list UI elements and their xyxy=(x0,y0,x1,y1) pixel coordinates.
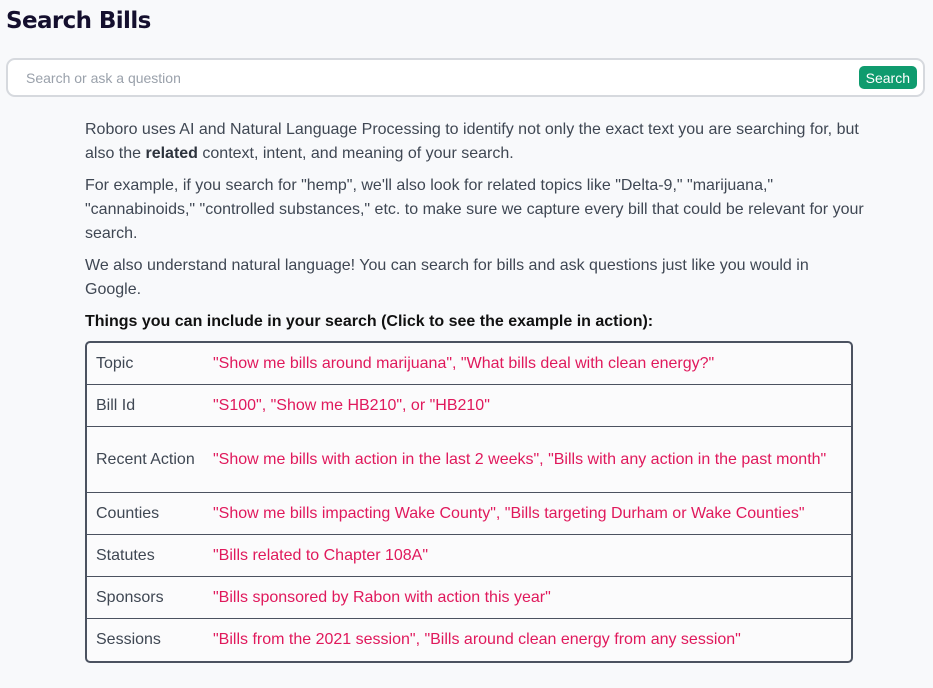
examples-table xyxy=(85,341,853,663)
search-button[interactable]: Search xyxy=(859,66,917,89)
example-label: Statutes xyxy=(96,546,155,564)
examples-heading: Things you can include in your search (Click to see the example in action): xyxy=(85,313,654,330)
example-link-sessions[interactable]: "Bills from the 2021 session", "Bills around clean energy from any session" xyxy=(213,631,741,648)
example-link-bill-id[interactable]: "S100", "Show me HB210", or "HB210" xyxy=(213,396,490,414)
example-row-sponsors xyxy=(87,577,851,619)
example-label: Counties xyxy=(96,504,160,522)
example-label: Sessions xyxy=(96,631,161,648)
search-bar xyxy=(6,58,925,97)
example-row-sessions xyxy=(87,619,851,661)
search-input[interactable] xyxy=(26,67,846,89)
intro-p1-end: context, intent, and meaning of your search. xyxy=(197,145,514,162)
example-row-bill-id xyxy=(87,385,851,427)
example-row-topic xyxy=(87,343,851,385)
example-row-recent-action xyxy=(87,427,851,493)
example-link-counties[interactable]: "Show me bills impacting Wake County", "Bills targeting Durham or Wake Counties" xyxy=(213,504,805,522)
page-title: Search Bills xyxy=(6,8,151,34)
example-label: Bill Id xyxy=(96,396,136,414)
intro-p1-start: Roboro uses AI and Natural Language Processing to identify not only the exact text you are searching for, but also the xyxy=(85,121,859,162)
example-label: Sponsors xyxy=(96,588,164,606)
example-link-sponsors[interactable]: "Bills sponsored by Rabon with action this year" xyxy=(213,588,551,606)
intro-paragraph-1 xyxy=(85,118,865,166)
example-row-counties xyxy=(87,493,851,535)
example-row-statutes xyxy=(87,535,851,577)
example-label: Recent Action xyxy=(96,450,195,468)
intro-paragraph-3: We also understand natural language! You can search for bills and ask questions just like you would in Google. xyxy=(85,257,809,298)
example-link-recent-action[interactable]: "Show me bills with action in the last 2 weeks", "Bills with any action in the past month" xyxy=(213,450,827,468)
intro-text xyxy=(85,118,865,310)
example-link-statutes[interactable]: "Bills related to Chapter 108A" xyxy=(213,546,429,564)
intro-paragraph-2: For example, if you search for "hemp", we'll also look for related topics like "Delta-9," "marijuana," "cannabinoids," "controlled substances," etc. to make sure we capture every bill that could be relevant for your search. xyxy=(85,177,864,242)
example-label: Topic xyxy=(96,354,134,372)
example-link-topic[interactable]: "Show me bills around marijuana", "What bills deal with clean energy?" xyxy=(213,354,715,372)
intro-p1-bold: related xyxy=(145,145,198,162)
